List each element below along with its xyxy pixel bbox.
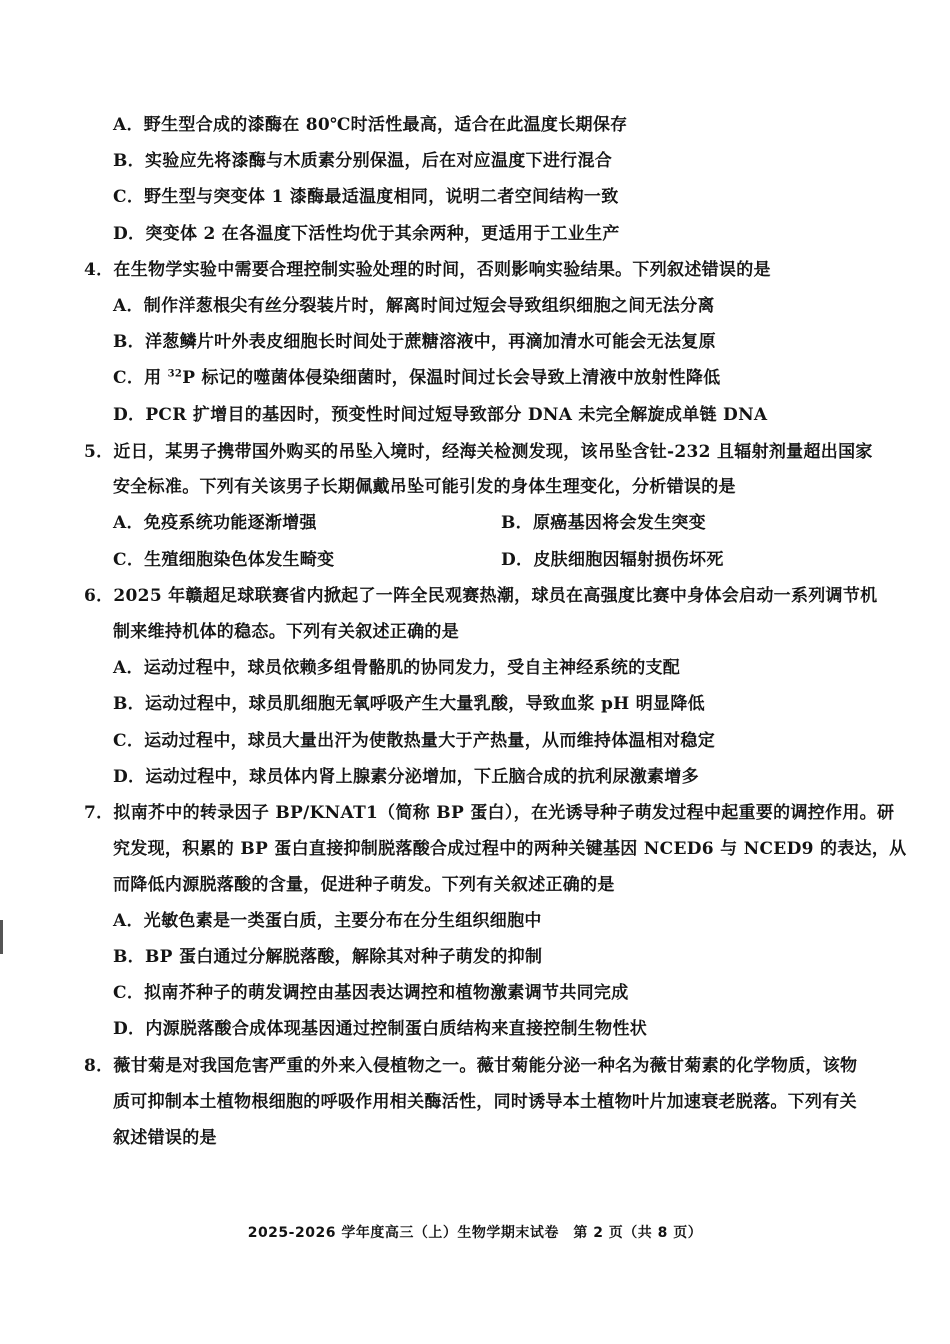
q6-option-b: B．运动过程中，球员肌细胞无氧呼吸产生大量乳酸，导致血浆 pH 明显降低	[113, 694, 705, 714]
q6-option-d: D．运动过程中，球员体内肾上腺素分泌增加，下丘脑合成的抗利尿激素增多	[113, 767, 699, 787]
q5-option-d: D．皮肤细胞因辐射损伤坏死	[501, 550, 724, 570]
isotope-superscript: 32	[167, 368, 183, 380]
q3-option-d: D．突变体 2 在各温度下活性均优于其余两种，更适用于工业生产	[113, 224, 620, 244]
q3-option-a: A．野生型合成的漆酶在 80℃时活性最高，适合在此温度长期保存	[113, 115, 628, 135]
q5-option-c: C．生殖细胞染色体发生畸变	[113, 550, 335, 570]
q6-option-c: C．运动过程中，球员大量出汗为使散热量大于产热量，从而维持体温相对稳定	[113, 731, 716, 751]
q4-option-d: D．PCR 扩增目的基因时，预变性时间过短导致部分 DNA 未完全解旋成单链 DNA	[113, 405, 768, 425]
page-footer: 2025-2026 学年度高三（上）生物学期末试卷 第 2 页（共 8 页）	[247, 1225, 703, 1241]
q8-stem-line-3: 叙述错误的是	[113, 1128, 217, 1148]
q7-stem-line-3: 而降低内源脱落酸的含量，促进种子萌发。下列有关叙述正确的是	[113, 875, 615, 895]
scan-edge-mark	[0, 920, 3, 954]
q7-stem-line-1: 7．拟南芥中的转录因子 BP/KNAT1（简称 BP 蛋白），在光诱导种子萌发过程中起重要的调控作用。研	[84, 803, 895, 823]
q6-option-a: A．运动过程中，球员依赖多组骨骼肌的协同发力，受自主神经系统的支配	[113, 658, 681, 678]
q7-option-a: A．光敏色素是一类蛋白质，主要分布在分生组织细胞中	[113, 911, 542, 931]
q6-stem-line-2: 制来维持机体的稳态。下列有关叙述正确的是	[113, 622, 459, 642]
q7-stem-line-2: 究发现，积累的 BP 蛋白直接抑制脱落酸合成过程中的两种关键基因 NCED6 与 NCED9 的表达，从	[113, 839, 907, 859]
q6-stem-line-1: 6．2025 年赣超足球联赛省内掀起了一阵全民观赛热潮，球员在高强度比赛中身体会启动一系列调节机	[84, 586, 878, 606]
q4-option-c	[113, 363, 721, 388]
q5-option-a: A．免疫系统功能逐渐增强	[113, 513, 317, 533]
q7-option-c: C．拟南芥种子的萌发调控由基因表达调控和植物激素调节共同完成	[113, 983, 629, 1003]
q4-option-c-prefix: C．用	[113, 368, 168, 388]
q5-option-b: B．原癌基因将会发生突变	[501, 513, 706, 533]
q4-option-b: B．洋葱鳞片叶外表皮细胞长时间处于蔗糖溶液中，再滴加清水可能会无法复原	[113, 332, 716, 352]
q4-option-a: A．制作洋葱根尖有丝分裂装片时，解离时间过短会导致组织细胞之间无法分离	[113, 296, 715, 316]
q3-option-c: C．野生型与突变体 1 漆酶最适温度相同，说明二者空间结构一致	[113, 187, 619, 207]
q5-stem-line-1: 5．近日，某男子携带国外购买的吊坠入境时，经海关检测发现，该吊坠含钍-232 且辐射剂量超出国家	[84, 442, 873, 462]
q4-option-c-suffix: P 标记的噬菌体侵染细菌时，保温时间过长会导致上清液中放射性降低	[182, 368, 721, 388]
q4-stem: 4．在生物学实验中需要合理控制实验处理的时间，否则影响实验结果。下列叙述错误的是	[84, 260, 771, 280]
q8-stem-line-1: 8．薇甘菊是对我国危害严重的外来入侵植物之一。薇甘菊能分泌一种名为薇甘菊素的化学物质，该物	[84, 1056, 858, 1076]
q7-option-d: D．内源脱落酸合成体现基因通过控制蛋白质结构来直接控制生物性状	[113, 1019, 648, 1039]
q8-stem-line-2: 质可抑制本土植物根细胞的呼吸作用相关酶活性，同时诱导本土植物叶片加速衰老脱落。下列有关	[113, 1092, 857, 1112]
q3-option-b: B．实验应先将漆酶与木质素分别保温，后在对应温度下进行混合	[113, 151, 613, 171]
q7-option-b: B．BP 蛋白通过分解脱落酸，解除其对种子萌发的抑制	[113, 947, 543, 967]
q5-stem-line-2: 安全标准。下列有关该男子长期佩戴吊坠可能引发的身体生理变化，分析错误的是	[113, 477, 736, 497]
